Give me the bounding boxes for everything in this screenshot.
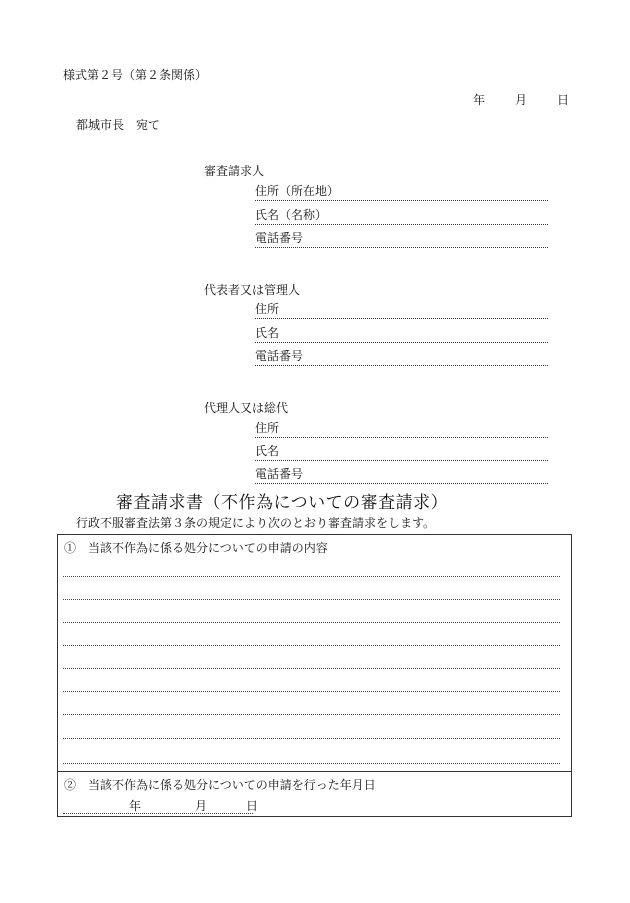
intro-text: 行政不服審査法第３条の規定により次のとおり審査請求をします。 <box>76 516 436 530</box>
representative-name-field[interactable] <box>255 326 548 343</box>
field-label: 住所（所在地） <box>255 184 340 198</box>
agent-heading: 代理人又は総代 <box>204 401 289 415</box>
representative-phone-field[interactable] <box>255 349 548 366</box>
field-label: 住所 <box>255 421 280 435</box>
application-content-line-6[interactable] <box>63 691 560 692</box>
application-content-line-4[interactable] <box>63 645 560 646</box>
date-year-label: 年 <box>473 93 486 107</box>
applicant-phone-field[interactable] <box>255 231 548 248</box>
field-label: 電話番号 <box>255 349 304 363</box>
field-label: 電話番号 <box>255 231 304 245</box>
agent-name-field[interactable] <box>255 444 548 461</box>
application-content-line-5[interactable] <box>63 668 560 669</box>
application-month-label: 月 <box>195 799 208 813</box>
applicant-heading: 審査請求人 <box>204 164 265 178</box>
field-label: 住所 <box>255 302 280 316</box>
field-label: 氏名 <box>255 326 280 340</box>
date-day-label: 日 <box>557 93 570 107</box>
representative-heading: 代表者又は管理人 <box>204 283 301 297</box>
application-content-line-7[interactable] <box>63 714 560 715</box>
agent-phone-field[interactable] <box>255 467 548 484</box>
application-content-line-8[interactable] <box>63 738 560 739</box>
field-label: 氏名 <box>255 444 280 458</box>
submission-date <box>473 91 569 108</box>
agent-address-field[interactable] <box>255 421 548 438</box>
date-month-label: 月 <box>515 93 528 107</box>
application-content-line-3[interactable] <box>63 622 560 623</box>
application-date-field[interactable] <box>63 797 259 814</box>
application-content-line-2[interactable] <box>63 599 560 600</box>
section1-label: ① 当該不作為に係る処分についての申請の内容 <box>64 541 328 555</box>
request-details-box <box>57 534 572 817</box>
field-label: 電話番号 <box>255 467 304 481</box>
application-content-line-1[interactable] <box>63 576 560 577</box>
document-title: 審査請求書（不作為についての審査請求） <box>116 493 449 513</box>
applicant-address-field[interactable] <box>255 184 548 201</box>
addressee: 都城市長 宛て <box>76 118 161 132</box>
application-year-label: 年 <box>129 799 142 813</box>
section2-label: ② 当該不作為に係る処分についての申請を行った年月日 <box>64 778 376 792</box>
section-divider <box>58 771 571 772</box>
form-number: 様式第２号（第２条関係） <box>63 68 208 82</box>
applicant-name-field[interactable] <box>255 208 548 225</box>
field-label: 氏名（名称） <box>255 208 328 222</box>
application-day-label: 日 <box>246 799 259 813</box>
representative-address-field[interactable] <box>255 302 548 319</box>
application-content-line-9[interactable] <box>63 763 560 764</box>
